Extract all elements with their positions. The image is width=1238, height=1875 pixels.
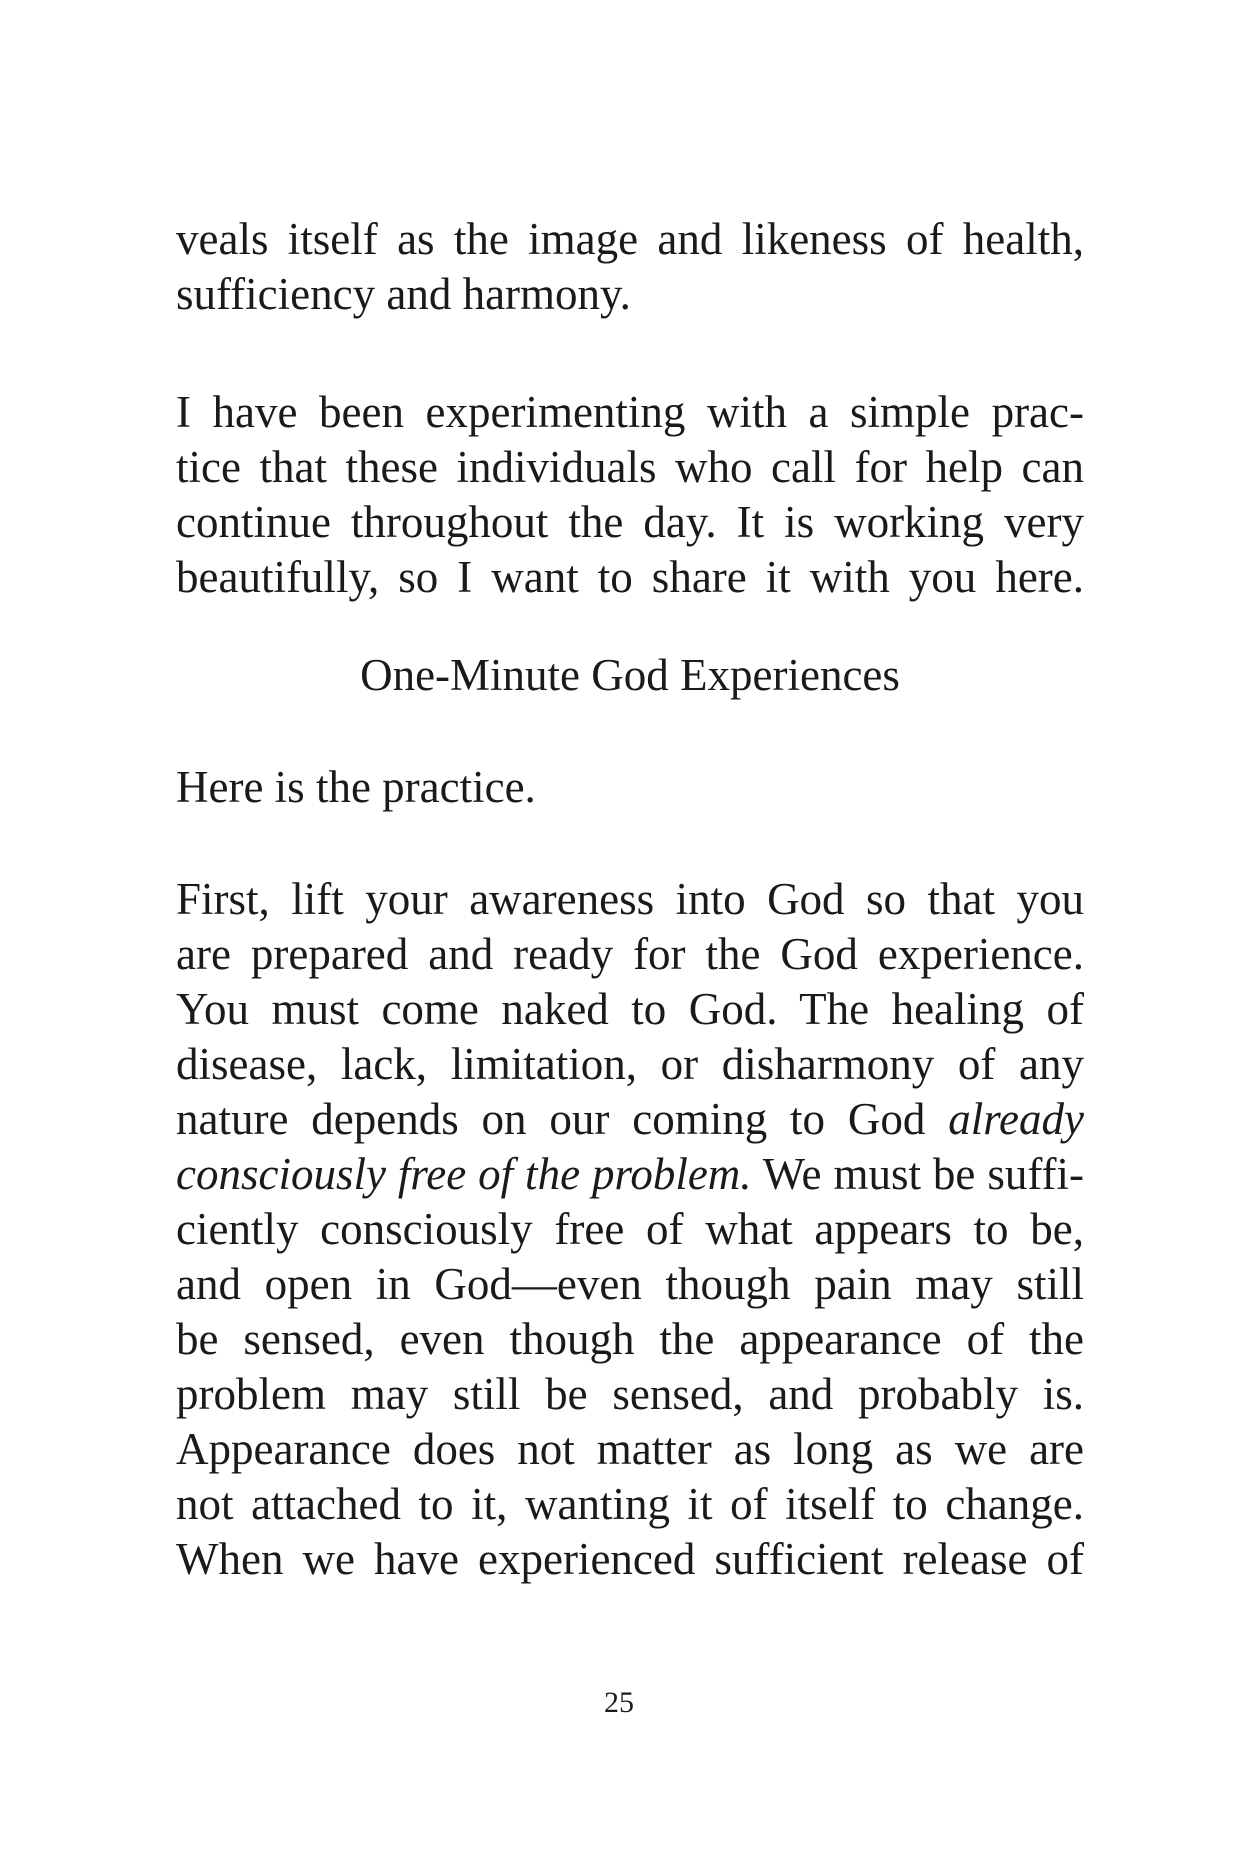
- text-line: I have been experimenting with a simple prac-: [176, 387, 1084, 437]
- text-line: tice that these individuals who call for help can: [176, 442, 1084, 492]
- page-number: 25: [604, 1686, 634, 1719]
- section-heading: One-Minute God Experiences: [360, 650, 900, 700]
- emphasis-text: already: [948, 1094, 1084, 1144]
- text-line: First, lift your awareness into God so that you: [176, 874, 1084, 924]
- text-line: be sensed, even though the appearance of the: [176, 1314, 1084, 1364]
- text-line: beautifully, so I want to share it with you here.: [176, 552, 1084, 602]
- text-line: You must come naked to God. The healing of: [176, 984, 1084, 1034]
- text-line-with-emphasis: [176, 1147, 1084, 1202]
- text-line: veals itself as the image and likeness of health,: [176, 214, 1084, 264]
- text-line-with-emphasis: [176, 1092, 1084, 1147]
- paragraph-continued: [176, 212, 1084, 322]
- text-line: continue throughout the day. It is working very: [176, 497, 1084, 547]
- paragraph-intro: [176, 760, 1084, 815]
- paragraph-practice: [176, 872, 1084, 1587]
- text-line: When we have experienced sufficient release of: [176, 1534, 1084, 1584]
- text-fragment: nature depends on our coming to God: [176, 1094, 949, 1144]
- text-line: disease, lack, limitation, or disharmony of any: [176, 1039, 1084, 1089]
- text-line: ciently consciously free of what appears to be,: [176, 1204, 1084, 1254]
- emphasis-text: consciously free of the problem.: [176, 1149, 752, 1199]
- paragraph-experiment: [176, 385, 1084, 605]
- text-fragment: We must be suffi-: [751, 1149, 1084, 1199]
- text-line: not attached to it, wanting it of itself to change.: [176, 1479, 1084, 1529]
- text-line: are prepared and ready for the God experience.: [176, 929, 1084, 979]
- text-line: problem may still be sensed, and probably is.: [176, 1369, 1084, 1419]
- text-line: and open in God—even though pain may still: [176, 1259, 1084, 1309]
- text-line: Appearance does not matter as long as we are: [176, 1424, 1084, 1474]
- text-line: sufficiency and harmony.: [176, 269, 631, 319]
- text-line: Here is the practice.: [176, 762, 536, 812]
